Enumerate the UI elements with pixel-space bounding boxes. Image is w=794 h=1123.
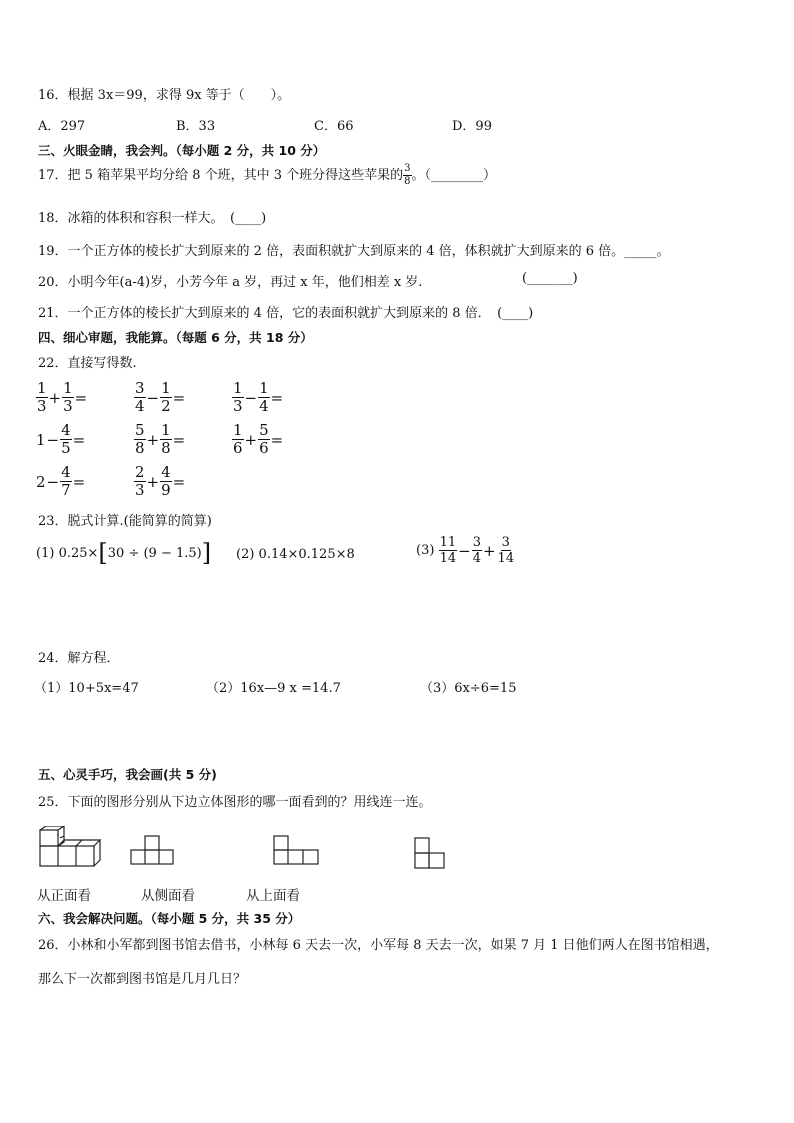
q22-item-5: $\frac{5}{8}$ + $\frac{1}{8}$ = xyxy=(135,421,186,457)
q16-option-a: A．297 xyxy=(38,119,86,134)
q17-text: 17．把 5 箱苹果平均分给 8 个班，其中 3 个班分得这些苹果的 xyxy=(38,168,404,183)
q22-item-8: $\frac{2}{3}$ + $\frac{4}{9}$ = xyxy=(135,463,186,499)
view-shape-3 xyxy=(413,836,449,870)
q24-eq-1: （1）10+5x=47 xyxy=(34,681,139,696)
q26-line-1: 26．小林和小军都到图书馆去借书，小林每 6 天去一次，小军每 8 天去一次，如果 7 月 1 日他们两人在图书馆相遇， xyxy=(38,938,719,953)
q24-title: 24．解方程． xyxy=(38,651,120,666)
view-label-front: 从正面看 xyxy=(37,888,91,904)
q19-text: 19．一个正方体的棱长扩大到原来的 2 倍，表面积就扩大到原来的 4 倍，体积就扩大到原来的 6 倍。_____。 xyxy=(38,244,670,259)
q22-title: 22．直接写得数. xyxy=(38,356,137,371)
q22-item-4: 1 − $\frac{4}{5}$ = xyxy=(36,421,86,457)
q17-den: 8 xyxy=(404,176,411,187)
view-shape-1 xyxy=(130,834,174,866)
q23-title: 23．脱式计算.(能简算的简算) xyxy=(38,514,212,529)
q23-part-1: (1) 0.25× [ 30 ÷ (9 − 1.5) ] xyxy=(36,539,212,567)
section-5-heading: 五、心灵手巧，我会画(共 5 分) xyxy=(38,767,217,782)
q17-answer-blank: 。（________） xyxy=(411,168,497,183)
section-3-heading: 三、火眼金睛，我会判。（每小题 2 分，共 10 分） xyxy=(38,143,326,158)
q25-title: 25．下面的图形分别从下边立体图形的哪一面看到的？用线连一连。 xyxy=(38,795,432,810)
q22-item-7: 2 − $\frac{4}{7}$ = xyxy=(36,463,86,499)
q26-line-2: 那么下一次都到图书馆是几月几日？ xyxy=(38,972,247,987)
q16-text: 16．根据 3x＝99，求得 9x 等于（ ）。 xyxy=(38,88,291,103)
q17-num: 3 xyxy=(404,163,411,174)
q20-answer-blank: (_______) xyxy=(522,271,578,286)
q22-item-3: $\frac{1}{3}$ − $\frac{1}{4}$ = xyxy=(233,379,284,415)
q22-item-2: $\frac{3}{4}$ − $\frac{1}{2}$ = xyxy=(135,379,186,415)
view-label-top: 从上面看 xyxy=(246,888,300,904)
q16-option-c: C．66 xyxy=(314,119,354,134)
q16-option-b: B．33 xyxy=(176,119,216,134)
q22-item-1: $\frac{1}{3}$ + $\frac{1}{3}$ = xyxy=(37,379,88,415)
q24-eq-2: （2）16x—9 x =14.7 xyxy=(206,681,341,696)
view-label-side: 从侧面看 xyxy=(141,888,195,904)
q23-part-3: (3) $\frac{11}{14}$ − $\frac{3}{4}$ + $\frac{3}{14}$ xyxy=(416,535,515,566)
q22-item-6: $\frac{1}{6}$ + $\frac{5}{6}$ = xyxy=(233,421,284,457)
q16-option-d: D．99 xyxy=(452,119,492,134)
q18-text: 18．冰箱的体积和容积一样大。 (____) xyxy=(38,211,267,226)
solid-figure-image xyxy=(38,826,102,868)
q24-eq-3: （3）6x÷6=15 xyxy=(420,681,517,696)
section-6-heading: 六、我会解决问题。（每小题 5 分，共 35 分） xyxy=(38,911,301,926)
q20-text: 20．小明今年(a-4)岁，小芳今年 a 岁，再过 x 年，他们相差 x 岁. xyxy=(38,275,423,290)
q17 xyxy=(38,164,496,187)
q17-fraction xyxy=(403,164,411,187)
q21-text: 21．一个正方体的棱长扩大到原来的 4 倍，它的表面积就扩大到原来的 8 倍． (____) xyxy=(38,306,534,321)
q23-part-2: (2) 0.14×0.125×8 xyxy=(236,547,355,562)
section-4-heading: 四、细心审题，我能算。（每题 6 分，共 18 分） xyxy=(38,330,313,345)
view-shape-2 xyxy=(272,834,320,866)
